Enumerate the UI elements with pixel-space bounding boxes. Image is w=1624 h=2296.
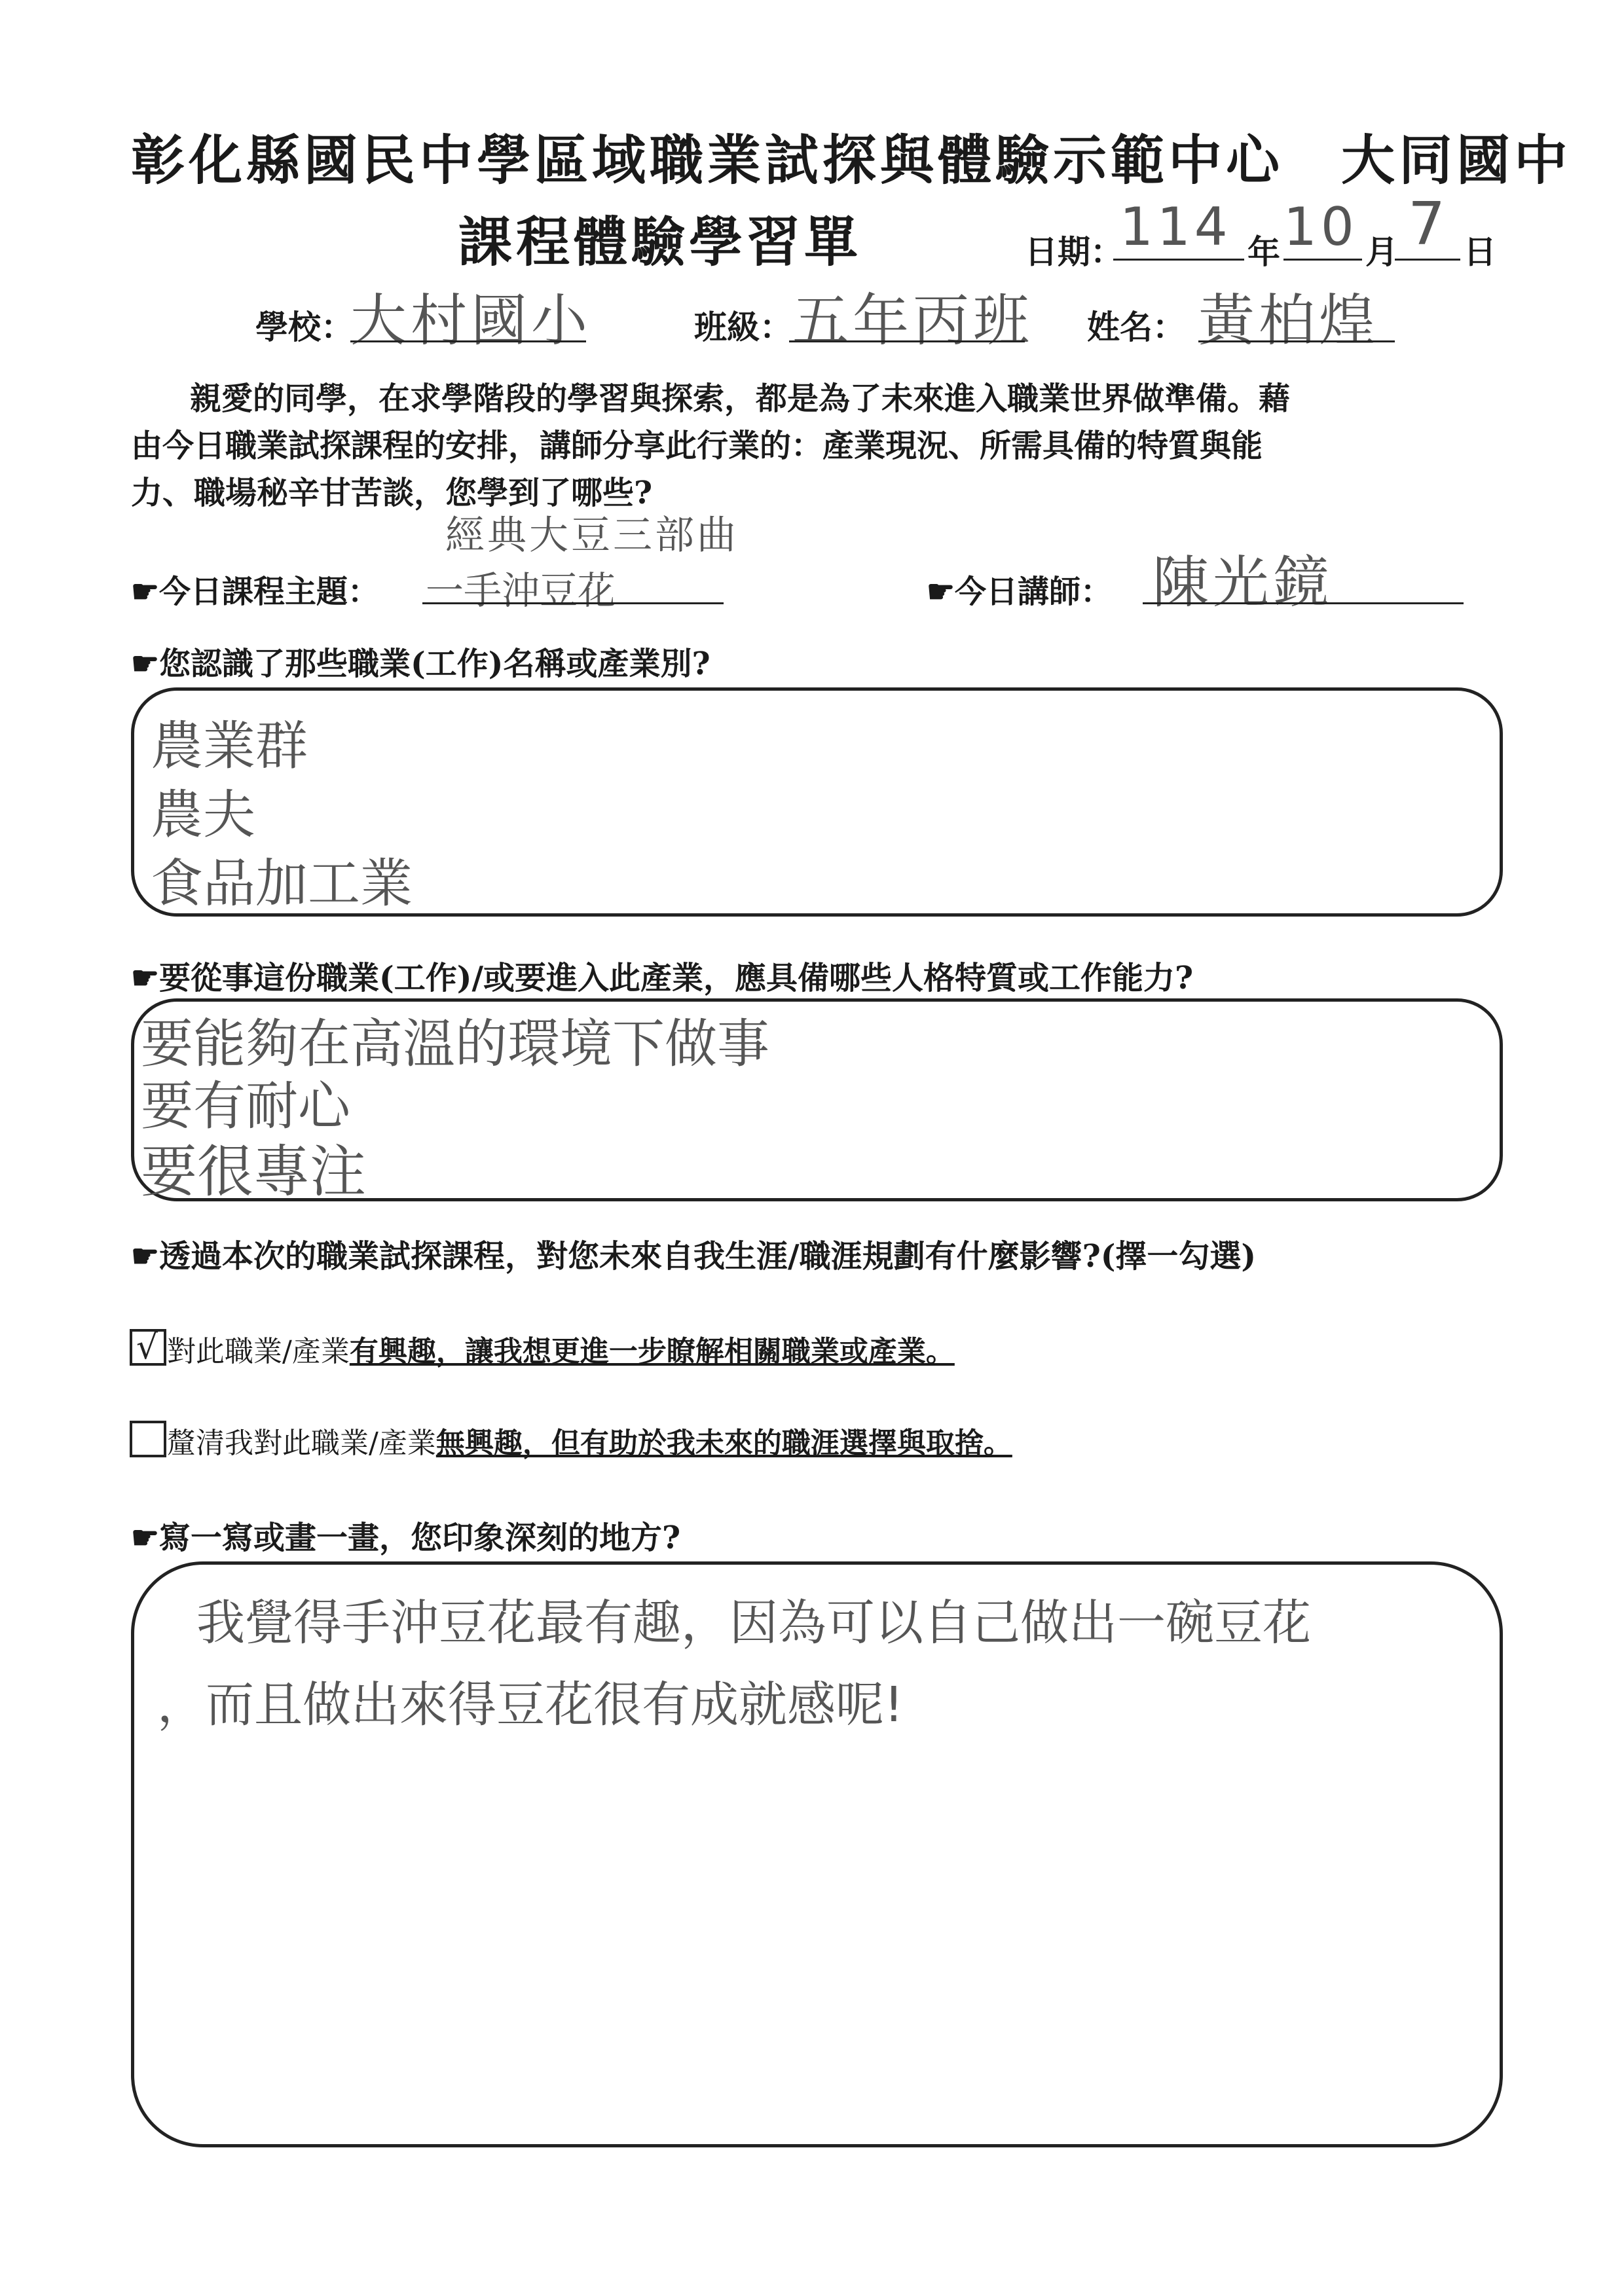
date-label: 日期：: [1025, 232, 1123, 271]
day-unit: 日: [1464, 232, 1496, 271]
option-1-prefix: 對此職業/產業: [167, 1335, 350, 1368]
date-year-value: 114: [1120, 196, 1232, 257]
name-line: [1198, 340, 1395, 342]
intro-line-1: 親愛的同學，在求學階段的學習與探索，都是為了未來進入職業世界做準備。藉: [190, 380, 1291, 417]
q4-question-row: [131, 1512, 680, 1558]
school-label: 學校：: [255, 308, 354, 346]
month-unit: 月: [1365, 232, 1398, 271]
school-line: [350, 340, 586, 342]
option-1-emphasis: 有興趣，讓我想更進一步瞭解相關職業或產業。: [349, 1335, 955, 1368]
q3-question: 透過本次的職業試探課程，對您未來自我生涯/職涯規劃有什麼影響?(擇一勾選): [159, 1238, 1257, 1275]
teacher-value: 陳光鏡: [1153, 550, 1333, 615]
pointing-hand-icon: ☛: [927, 574, 955, 610]
topic-label: 今日課程主題：: [159, 574, 380, 610]
q4-question: 寫一寫或畫一畫，您印象深刻的地方?: [159, 1520, 681, 1556]
q3-question-row: [131, 1231, 1256, 1276]
form-subtitle: 課程體驗學習單: [458, 211, 862, 274]
pointing-hand-icon: ☛: [131, 574, 160, 610]
topic-value-top: 經典大豆三部曲: [445, 513, 739, 558]
option-2-text: [167, 1419, 1012, 1461]
date-month-value: 10: [1283, 196, 1358, 257]
option-2-checkbox[interactable]: [130, 1421, 166, 1457]
option-2-emphasis: 無興趣，但有助於我未來的職涯選擇與取捨。: [435, 1427, 1012, 1460]
intro-line-2: 由今日職業試探課程的安排，講師分享此行業的：產業現況、所需具備的特質與能: [131, 428, 1263, 464]
name-label: 姓名：: [1087, 308, 1185, 346]
topic-line: [422, 602, 724, 604]
pointing-hand-icon: ☛: [131, 960, 160, 996]
topic-row: [131, 566, 379, 611]
teacher-label: 今日講師：: [955, 574, 1113, 610]
q4-answer-line-1: 我覺得手沖豆花最有趣，因為可以自己做出一碗豆花: [196, 1595, 1311, 1651]
q2-question: 要從事這份職業(工作)/或要進入此產業，應具備哪些人格特質或工作能力?: [159, 960, 1194, 996]
school-value: 大村國小: [350, 288, 591, 354]
option-1-text: [167, 1328, 955, 1370]
year-unit: 年: [1247, 232, 1280, 271]
q1-question: 您認識了那些職業(工作)名稱或產業別?: [159, 646, 710, 682]
name-value: 黃柏煌: [1198, 288, 1379, 354]
class-value: 五年丙班: [792, 288, 1033, 354]
q2-question-row: [131, 953, 1193, 998]
pointing-hand-icon: ☛: [131, 1238, 160, 1275]
option-1-checkbox[interactable]: [130, 1329, 166, 1366]
class-label: 班級：: [694, 308, 792, 346]
teacher-line: [1143, 602, 1464, 604]
pointing-hand-icon: ☛: [131, 1520, 160, 1556]
q4-answer-line-2: ，而且做出來得豆花很有成就感呢!: [157, 1677, 904, 1733]
form-title: 彰化縣國民中學區域職業試探與體驗示範中心 大同國中: [131, 129, 1572, 192]
q1-answer-2: 農夫: [151, 784, 255, 845]
option-2-prefix: 釐清我對此職業/產業: [167, 1427, 436, 1460]
q2-answer-3: 要很專注: [141, 1139, 366, 1205]
date-day-value: 7: [1408, 190, 1450, 259]
q2-answer-1: 要能夠在高溫的環境下做事: [141, 1013, 769, 1074]
topic-value-bottom: 一手沖豆花: [426, 568, 616, 613]
teacher-row: [927, 566, 1112, 611]
option-1-checkmark: √: [136, 1328, 158, 1367]
date-day-line: [1395, 259, 1460, 261]
q1-question-row: [131, 638, 710, 683]
class-line: [789, 340, 1025, 342]
q1-answer-1: 農業群: [151, 716, 308, 776]
date-month-line: [1283, 259, 1362, 261]
pointing-hand-icon: ☛: [131, 646, 160, 682]
intro-line-3: 力、職場秘辛甘苦談，您學到了哪些?: [131, 475, 653, 511]
q2-answer-2: 要有耐心: [141, 1076, 350, 1137]
q1-answer-3: 食品加工業: [151, 853, 413, 914]
date-year-line: [1113, 259, 1244, 261]
